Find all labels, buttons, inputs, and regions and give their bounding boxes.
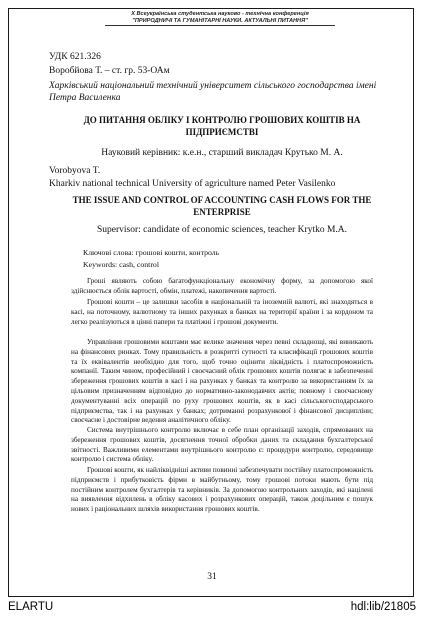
- body-paragraph-3: Управління грошовими коштами має велике значення через певні складнощі, які виникають на фінансових ринках. Тому правильність в розкритті сутності та класифікації грошових коштів та їх еквівалентів необхідно для того, щоб точно оцінити ліквідність і платоспроможність компанії. Таким чином, професійний і своєчасний облік грошових коштів полягає в забезпеченні збереження грошових коштів в касі і на рахунках у банках та контролю за використанням їх за цільовим призначенням відповідно до нормативно-законодавчих актів; повному і своєчасному документуванні всіх операцій по руху грошових коштів, як в касі сільськогосподарського підприємства, так і на рахунках у банках; дотриманні розрахункової і фінансової дисципліни; своєчасне і достовірне ведення аналітичного обліку.: [71, 338, 373, 425]
- keywords-ua: Ключові слова: грошові кошти, контроль: [83, 248, 220, 257]
- body-paragraph-4: Система внутрішнього контролю включає в себе план організації заходів, спрямованих на збереження грошових коштів, досягнення точної обробки даних та складання бухгалтерської звітності. Важливими елементами внутрішнього контролю є: процедури контролю, середовище контролю і система обліку.: [71, 426, 373, 464]
- conference-header: [105, 11, 335, 26]
- handle-identifier: hdl:lib/21805: [350, 601, 416, 613]
- title-en: THE ISSUE AND CONTROL OF ACCOUNTING CASH FLOWS FOR THE ENTERPRISE: [72, 195, 372, 217]
- title-ua: ДО ПИТАННЯ ОБЛІКУ І КОНТРОЛЮ ГРОШОВИХ КОШТІВ НА ПІДПРИЄМСТВІ: [83, 115, 361, 137]
- body-paragraph-2: Грошові кошти – це залишки засобів в національній та іноземній валюті, які знаходяться в касі, на поточному, валютному та інших рахунках в банках на території країни і за кордоном та легко реалізуються в цінні папери та платіжні і грошові документи.: [71, 298, 373, 326]
- affiliation-en: Kharkiv national technical University of agriculture named Peter Vasilenko: [49, 179, 336, 189]
- keywords-en: Keywords: cash, control: [83, 260, 160, 269]
- repository-label: ELARTU: [8, 601, 54, 613]
- page-number: 31: [207, 572, 217, 582]
- conference-line-1: X Всеукраїнська студентська науково - технічна конференція: [131, 11, 309, 17]
- body-paragraph-5: Грошові кошти, як найліквідніші активи повинні забезпечувати постійну платоспроможність підприємств і прибутковість фірми в майбутньому, тому грошові потоки мають бути під постійним контролем бухгалтерів та керівників. За допомогою контрольних заходів, які націлені на виявлення відхилень в обліку касових і розрахункових операцій, також доцільним є пошук нових і раціональних шляхів використання грошових коштів.: [71, 466, 373, 514]
- author-ua: Воробйова Т. – ст. гр. 53-ОАм: [49, 66, 170, 76]
- document-page: [8, 8, 414, 597]
- supervisor-en: Supervisor: candidate of economic sciences, teacher Krytko M.A.: [96, 225, 348, 235]
- body-paragraph-1: Гроші являють собою багатофункціональну економічну форму, за допомогою якої здійснюється облік вартості, обмін, платежі, накопичення вартості.: [71, 277, 373, 295]
- conference-line-2: "ПРИРОДНИЧІ ТА ГУМАНІТАРНІ НАУКИ. АКТУАЛЬНІ ПИТАННЯ": [105, 18, 335, 26]
- archive-footer: [0, 597, 424, 620]
- udk-code: УДК 621.326: [49, 52, 101, 62]
- author-en: Vorobyova T.: [49, 166, 101, 176]
- affiliation-ua: Харківський національний технічний університет сільського господарства імені Петра Василенка: [49, 81, 377, 103]
- supervisor-ua: Науковий керівник: к.е.н., старший викладач Крутько М. А.: [101, 148, 343, 158]
